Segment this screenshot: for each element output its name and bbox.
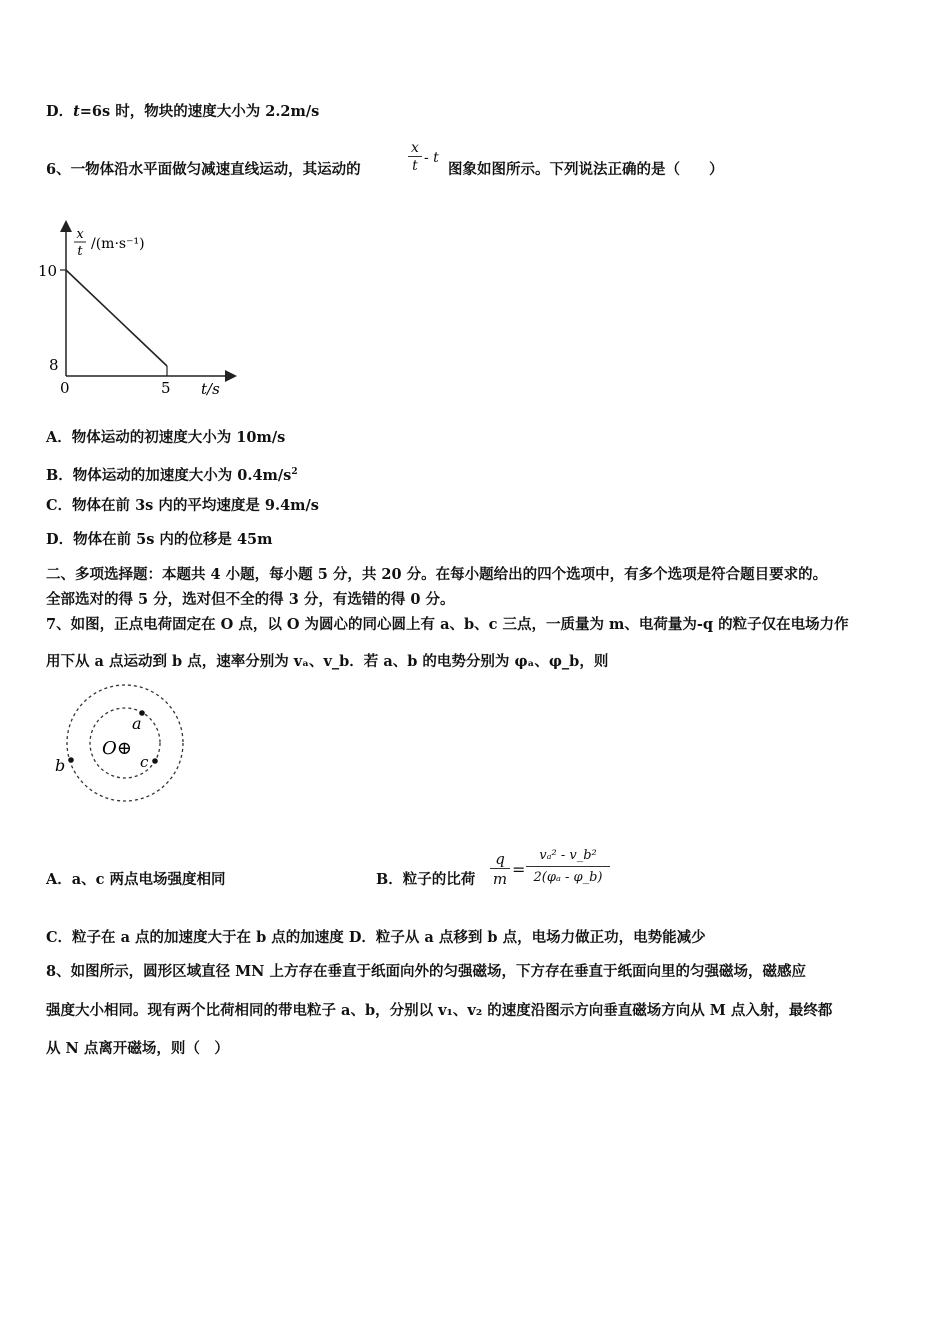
q7-line2: 用下从 a 点运动到 b 点，速率分别为 vₐ、v_b．若 a、b 的电势分别为 φₐ、φ_b，则 (46, 653, 609, 670)
q6-option-a: A．物体运动的初速度大小为 10m/s (46, 429, 286, 446)
q7-option-a: A．a、c 两点电场强度相同 (46, 871, 226, 888)
q8-line2: 强度大小相同。现有两个比荷相同的带电粒子 a、b，分别以 v₁、v₂ 的速度沿图示方向垂直磁场方向从 M 点入射，最终都 (46, 1002, 833, 1019)
point-b (68, 757, 74, 763)
center-charge: O⊕ (102, 738, 132, 759)
y-label-num: x (76, 227, 84, 242)
y-label-den: t (77, 244, 83, 259)
q6-option-c: C．物体在前 3s 内的平均速度是 9.4m/s (46, 497, 319, 514)
section2-line1: 二、多项选择题：本题共 4 小题，每小题 5 分，共 20 分。在每小题给出的四个选项中，有多个选项是符合题目要求的。 (46, 566, 828, 583)
q7-line1: 7、如图，正点电荷固定在 O 点，以 O 为圆心的同心圆上有 a、b、c 三点，一质量为 m、电荷量为-q 的粒子仅在电场力作 (46, 616, 849, 633)
q6-stem: 6、一物体沿水平面做匀减速直线运动，其运动的 (46, 161, 361, 178)
q8-line1: 8、如图所示，圆形区域直径 MN 上方存在垂直于纸面向外的匀强磁场，下方存在垂直于纸面向里的匀强磁场，磁感应 (46, 963, 806, 980)
x-tick: 5 (161, 379, 171, 397)
y-tick-bottom: 8 (49, 356, 59, 374)
q6-stem-frac-tail: - t (424, 150, 439, 166)
y-label-unit: /(m·s⁻¹) (91, 236, 145, 252)
x-label: t/s (201, 380, 220, 398)
label-a: a (132, 714, 142, 733)
q6-graph (36, 218, 246, 400)
y-tick-top: 10 (38, 262, 58, 280)
point-c (152, 758, 158, 764)
q6-stem-post: 图象如图所示。下列说法正确的是（ ） (448, 161, 724, 178)
q5-option-d: D．t=6s 时，物块的速度大小为 2.2m/s (46, 103, 320, 120)
origin-label: 0 (60, 379, 70, 397)
q7-optb-lhs: $\frac{q}{m}$ (490, 850, 510, 889)
q7-optb-eq: = (512, 860, 526, 879)
q7-optb-rhs: $\frac{\text{vₐ² - v\_b²}}{\text{2(φₐ - φ\_b)}}$ (526, 846, 610, 889)
q8-line3: 从 N 点离开磁场，则（ ） (46, 1040, 229, 1057)
q6-stem-fraction: $\frac{x}{t}$ (408, 140, 422, 175)
label-b: b (55, 756, 66, 775)
q6-option-d: D．物体在前 5s 内的位移是 45m (46, 531, 273, 548)
graph-line (66, 270, 167, 366)
q7-options-cd: C．粒子在 a 点的加速度大于在 b 点的加速度 D．粒子从 a 点移到 b 点，电场力做正功，电势能减少 (46, 929, 706, 946)
label-c: c (140, 753, 149, 771)
q7-option-b: B．粒子的比荷 (376, 871, 476, 888)
section2-line2: 全部选对的得 5 分，选对但不全的得 3 分，有选错的得 0 分。 (46, 591, 455, 608)
q6-option-b: B．物体运动的加速度大小为 $0.4m/s^2$ (46, 466, 298, 484)
q7-figure (50, 680, 190, 810)
